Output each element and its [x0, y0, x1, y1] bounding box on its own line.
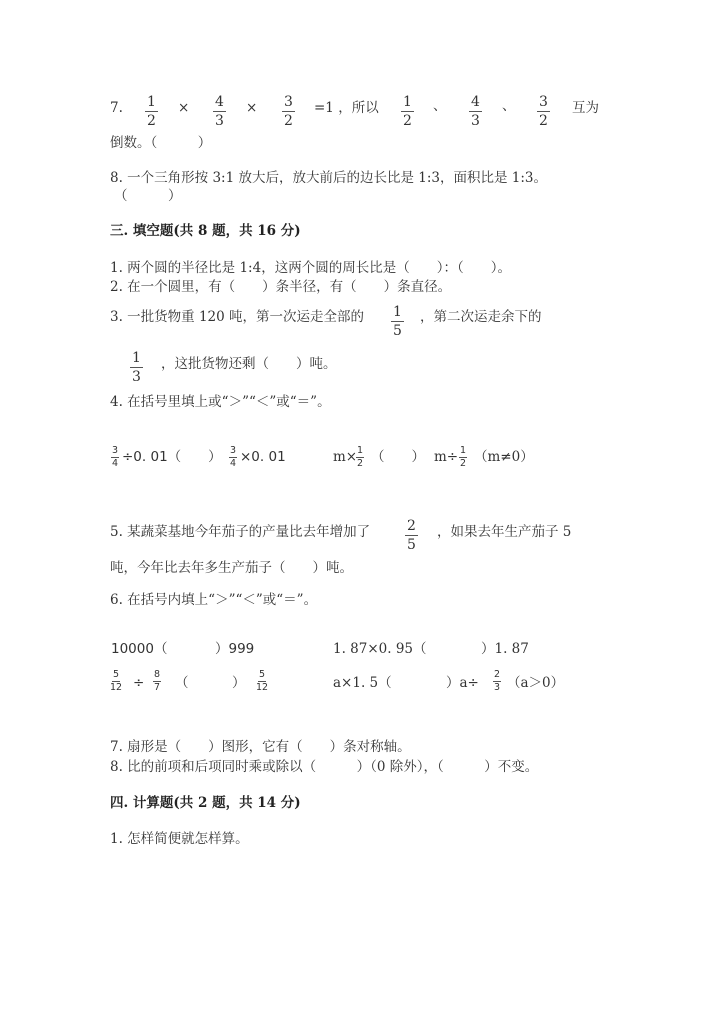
question-4: 4. 在括号里填上或“＞”“＜”或“＝”。	[110, 394, 331, 410]
fraction: $\frac{1}{3}$	[132, 350, 141, 385]
expression-lhs[interactable]: a×1. 5（	[333, 675, 392, 691]
expression-text: m×	[333, 449, 358, 465]
answer-blank[interactable]: 倒数。（ ）	[110, 135, 212, 151]
fraction: $\frac{1}{2}$	[357, 445, 364, 469]
fraction: $\frac{3}{2}$	[284, 94, 293, 129]
expression-lhs[interactable]: 10000（	[111, 641, 168, 657]
fraction: $\frac{4}{3}$	[471, 94, 480, 129]
question-6: 6. 在括号内填上“＞”“＜”或“＝”。	[110, 592, 318, 608]
fraction: $\frac{5}{12}$	[110, 669, 123, 693]
fraction: $\frac{1}{5}$	[393, 304, 402, 339]
question-text: 互为	[572, 100, 599, 116]
question-7: 7. 扇形是（ ）图形，它有（ ）条对称轴。	[110, 739, 411, 755]
fraction: $\frac{4}{3}$	[215, 94, 224, 129]
expression-lhs[interactable]: 1. 87×0. 95（	[333, 641, 427, 657]
question-1: 1. 两个圆的半径比是 1:4，这两个圆的周长比是（ ）：（ ）。	[110, 260, 511, 276]
answer-blank[interactable]: （ ）	[371, 449, 425, 465]
expression-rhs: ）a÷	[446, 675, 479, 691]
section-heading: 三. 填空题(共 8 题，共 16 分)	[110, 223, 301, 239]
expression-rhs: ）999	[215, 641, 255, 657]
expression-rhs: ）1. 87	[481, 641, 529, 657]
times-sign: ×	[178, 100, 190, 116]
question-3-part1: 3. 一批货物重 120 吨，第一次运走全部的	[110, 309, 365, 325]
question-3-part2: ，第二次运走余下的	[420, 309, 542, 325]
answer-blank-open[interactable]: （	[175, 675, 189, 691]
question-3-part3: ，这批货物还剩（ ）吨。	[161, 356, 337, 372]
fraction: $\frac{2}{3}$	[494, 669, 501, 693]
question-5-part1: 5. 某蔬菜基地今年茄子的产量比去年增加了	[110, 524, 371, 540]
expression-text: m÷	[434, 449, 459, 465]
fraction: $\frac{1}{2}$	[403, 94, 412, 129]
separator: 、	[502, 98, 516, 114]
condition-text: （a＞0）	[507, 675, 565, 691]
fraction: $\frac{5}{12}$	[256, 669, 269, 693]
answer-blank-close: ）	[232, 675, 246, 691]
times-sign: ×	[246, 100, 258, 116]
fraction: $\frac{3}{2}$	[539, 94, 548, 129]
question-1: 1. 怎样简便就怎样算。	[110, 831, 249, 847]
answer-blank[interactable]: （ ）	[114, 188, 182, 204]
question-text: 8. 一个三角形按 3:1 放大后，放大前后的边长比是 1:3，面积比是 1:3。	[110, 170, 548, 186]
section-heading: 四. 计算题(共 2 题，共 14 分)	[110, 795, 301, 811]
fraction: $\frac{3}{4}$	[230, 445, 237, 469]
fraction: $\frac{8}{7}$	[154, 669, 161, 693]
divide-sign: ÷	[133, 675, 145, 691]
separator: 、	[433, 98, 447, 114]
question-5-part2: ，如果去年生产茄子 5	[437, 524, 572, 540]
condition-text: （m≠0）	[474, 449, 534, 465]
question-5-line2: 吨，今年比去年多生产茄子（ ）吨。	[110, 560, 353, 576]
fraction: $\frac{2}{5}$	[407, 518, 416, 553]
expression-text: ×0. 01	[240, 449, 286, 465]
fraction: $\frac{1}{2}$	[147, 94, 156, 129]
question-8: 8. 比的前项和后项同时乘或除以（ ）（0 除外），（ ）不变。	[110, 759, 539, 775]
expression-text[interactable]: ÷0. 01（ ）	[122, 449, 222, 465]
question-2: 2. 在一个圆里，有（ ）条半径，有（ ）条直径。	[110, 279, 452, 295]
question-number: 7.	[110, 100, 123, 116]
fraction: $\frac{1}{2}$	[460, 445, 467, 469]
equals-text: =1 ，所以	[314, 100, 379, 116]
fraction: $\frac{3}{4}$	[112, 445, 119, 469]
